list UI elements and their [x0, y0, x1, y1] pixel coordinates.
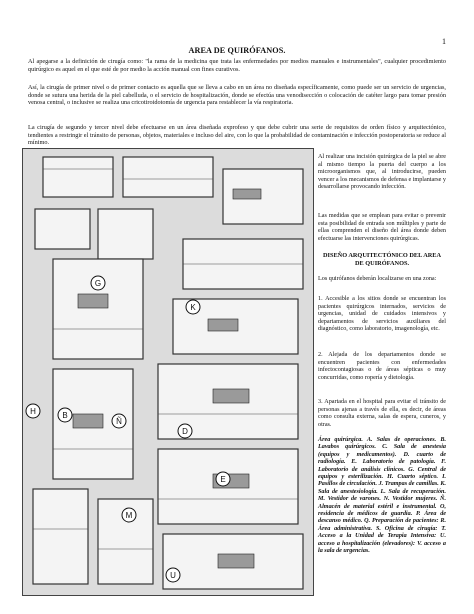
list-item-3: 3. Apartada en el hospital para evitar el tránsito de personas ajenas a través de ella, es decir, de áreas como consulta externa, salas de espera, cuneros, y otras. — [318, 399, 446, 428]
figure-label-e: E — [220, 475, 226, 484]
page-title: AREA DE QUIRÓFANOS. — [188, 46, 286, 55]
figure-label-d: D — [182, 427, 188, 436]
list-item-1: 1. Accesible a los sitios donde se encuentran los pacientes quirúrgicos internados, servicios de urgencias, unidad de cuidados intensivos y departamentos de servicios auxiliares del diagnóstico, como laboratorio, imagenología, etc. — [318, 296, 446, 333]
right-paragraph-2: Las medidas que se emplean para evitar o prevenir esta posibilidad de entrada son múltiples y parte de ellas comprenden el diseño del área donde deben efectuarse las intervenciones quirúrgicas. — [318, 213, 446, 242]
figure-label-enie: Ñ — [116, 417, 122, 426]
page-number: 1 — [442, 37, 446, 46]
figure-legend: Área quirúrgica. A. Salas de operaciones. B. Lavabos quirúrgicos. C. Sala de anestesia (equipos y medicamentos). D. cuarto de radiología. E. Laboratorio de patología. F. Laboratorio de análisis clínicos. G. Central de equipos y esterilización. H. Cuarto séptico. I. Pasillos de circulación. J. Trampas de camillas. K. Sala de anestesiología. L. Sala de recuperación. M. Vestidor de varones. N. Vestidor mujeres. Ñ. Almacén de material estéril e instrumental. O, residencia de médicos de guardia. P. Área de descanso médico. Q. Preparación de pacientes: R. Área administrativa. S. Oficina de cirugía: T. Acceso a la Unidad de Terapia Intensiva: U. acceso a hospitalización (elevadores): V. acceso a la sala de urgencias. — [318, 437, 446, 555]
figure-label-g: G — [94, 279, 102, 288]
intro-paragraph-1: Al apegarse a la definición de cirugía como: "la rama de la medicina que trata las enfermedades por medios manuales e instrumentales", cualquier procedimiento quirúrgico es aquel en el que esté de por medio la acción manual con fines curativos. — [28, 58, 446, 73]
intro-paragraph-2: Así, la cirugía de primer nivel o de primer contacto es aquella que se lleva a cabo en un área no diseñada específicamente, como puede ser un servicio de urgencias, donde se sutura una herida de la piel cabelluda, o el servicio de hospitalización, donde se efectúa una venodisección o colocación de catéter largo para tomar presión venosa central, o inclusive se realiza una cricotiroidotomía de urgencia para restablecer la vía respiratoria. — [28, 84, 446, 107]
right-paragraph-1: Al realizar una incisión quirúrgica de la piel se abre al mismo tiempo la puerta del cuerpo a los microorganismos que, al introducirse, pueden vencer a los mecanismos de defensa e implantarse y desarrollarse provocando infección. — [318, 154, 446, 191]
list-item-2: 2. Alejada de los departamentos donde se encuentren pacientes con enfermedades infectocontagiosas o de áreas sépticas o muy concurridas, como ropería y dietología. — [318, 352, 446, 381]
figure-label-u: U — [170, 571, 176, 580]
floor-plan-illustration — [22, 148, 314, 596]
right-paragraph-3: Los quirófanos deberán localizarse en una zona: — [318, 276, 437, 282]
figure-label-b: B — [62, 411, 68, 420]
intro-paragraph-3: La cirugía de segundo y tercer nivel debe efectuarse en un área diseñada exprofeso y que debe cubrir una serie de requisitos de orden físico y arquitectónico, tendientes a restringir el tránsito de personas, objetos, materiales e incluso del aire, con lo que la probabilidad de contaminación e infección postoperatoria se reduce al mínimo. — [28, 124, 446, 147]
figure-label-m: M — [125, 511, 133, 520]
figure-label-k: K — [190, 303, 196, 312]
section-heading: DISEÑO ARQUITECTÓNICO DEL AREA DE QUIRÓFANOS. — [322, 252, 442, 267]
figure-label-h: H — [30, 407, 36, 416]
